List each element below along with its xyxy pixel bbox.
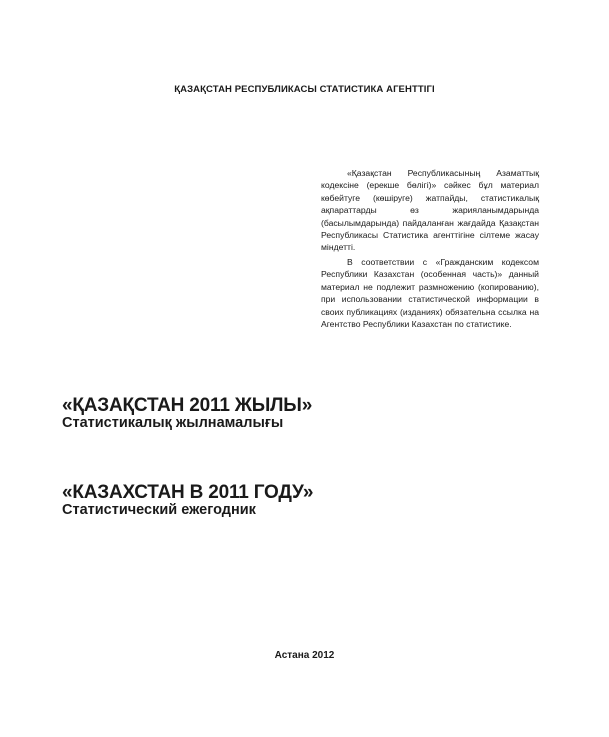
kazakh-title: «ҚАЗАҚСТАН 2011 ЖЫЛЫ»	[62, 395, 313, 416]
russian-subtitle: Статистический ежегодник	[62, 502, 256, 518]
agency-header: ҚАЗАҚСТАН РЕСПУБЛИКАСЫ СТАТИСТИКА АГЕНТТІГІ	[174, 84, 435, 95]
kazakh-subtitle: Статистикалық жылнамалығы	[62, 415, 284, 431]
copyright-text-russian: В соответствии с «Гражданским кодексом Республики Казахстан (особенная часть)» данный материал не подлежит размножению (копированию), при использовании статистической информации в своих публикациях (изданиях) обязательна ссылка на Агентство Республики Казахстан по статистике.	[321, 257, 539, 330]
russian-title: «КАЗАХСТАН В 2011 ГОДУ»	[62, 482, 314, 503]
copyright-notice-kazakh	[321, 167, 539, 254]
copyright-notice-russian	[321, 256, 539, 330]
copyright-text-kazakh: «Қазақстан Республикасының Азаматтық кодексіне (ерекше бөлігі)» сәйкес бұл материал көбейтуге (көшіруге) жатпайды, статистикалық ақпараттарды өз жарияланымдарында (басылымдарында) пайдаланған жағдайда Қазақстан Республикасы Статистика агенттігіне сілтеме жасау міндетті.	[321, 168, 539, 253]
publication-place-year: Астана 2012	[274, 650, 335, 661]
